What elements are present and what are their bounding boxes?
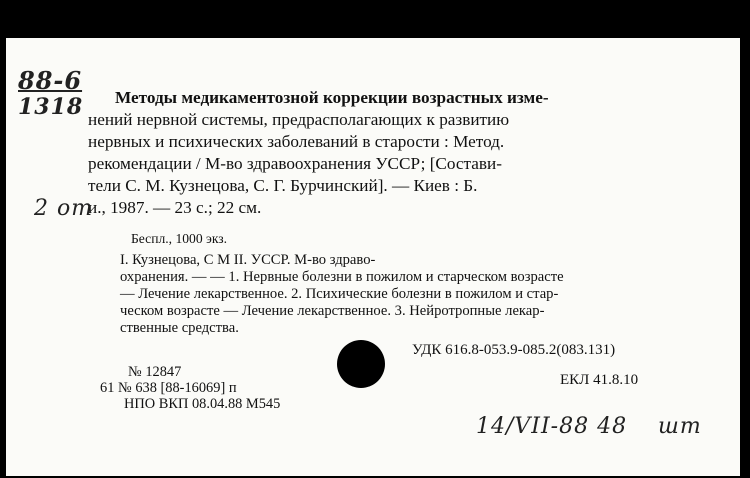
tracing-line-4: ческом возрасте — Лечение лекарственное. 3. Нейротропные лекар-	[120, 303, 545, 319]
entry-line-4: рекомендации / М-во здравоохранения УССР; [Состави-	[88, 154, 502, 173]
card-punch-hole	[337, 340, 385, 388]
handwritten-mark: 2 от	[34, 196, 94, 221]
entry-line-1: Методы медикаментозной коррекции возрастных изме-	[115, 88, 549, 107]
registration-block	[100, 364, 280, 412]
circulation: Беспл., 1000 экз.	[131, 231, 228, 246]
handwritten-initial: шт	[658, 414, 702, 439]
order-line: 61 № 638 [88-16069] п	[100, 380, 237, 396]
call-number-top: 88-6	[18, 66, 83, 95]
tracing-line-5: ственные средства.	[120, 320, 239, 336]
tracing-block	[120, 252, 680, 337]
udk-code: УДК 616.8-053.9-085.2(083.131)	[412, 342, 616, 358]
tracing-line-1: I. Кузнецова, С М II. УССР. М-во здраво-	[120, 252, 376, 268]
entry-line-2: нений нервной системы, предрасполагающих к развитию	[88, 110, 510, 129]
publisher-line: НПО ВКП 08.04.88 М545	[124, 396, 281, 412]
ekl-code: ЕКЛ 41.8.10	[560, 372, 639, 388]
call-number-bottom: 1318	[18, 94, 84, 120]
tracing-line-3: — Лечение лекарственное. 2. Психические болезни в пожилом и стар-	[120, 286, 559, 302]
tracing-line-2: охранения. — — 1. Нервные болезни в пожилом и старческом возрасте	[120, 269, 564, 285]
catalog-card	[6, 38, 740, 476]
registration-number: № 12847	[128, 364, 182, 380]
entry-line-3: нервных и психических заболеваний в старости : Метод.	[88, 132, 505, 151]
handwritten-date: 14/VII-88 48	[476, 414, 628, 439]
entry-line-5: тели С. М. Кузнецова, С. Г. Бурчинский]. — Киев : Б.	[88, 176, 478, 195]
entry-line-6: и., 1987. — 23 с.; 22 см.	[88, 198, 262, 217]
bibliographic-entry	[88, 87, 715, 219]
